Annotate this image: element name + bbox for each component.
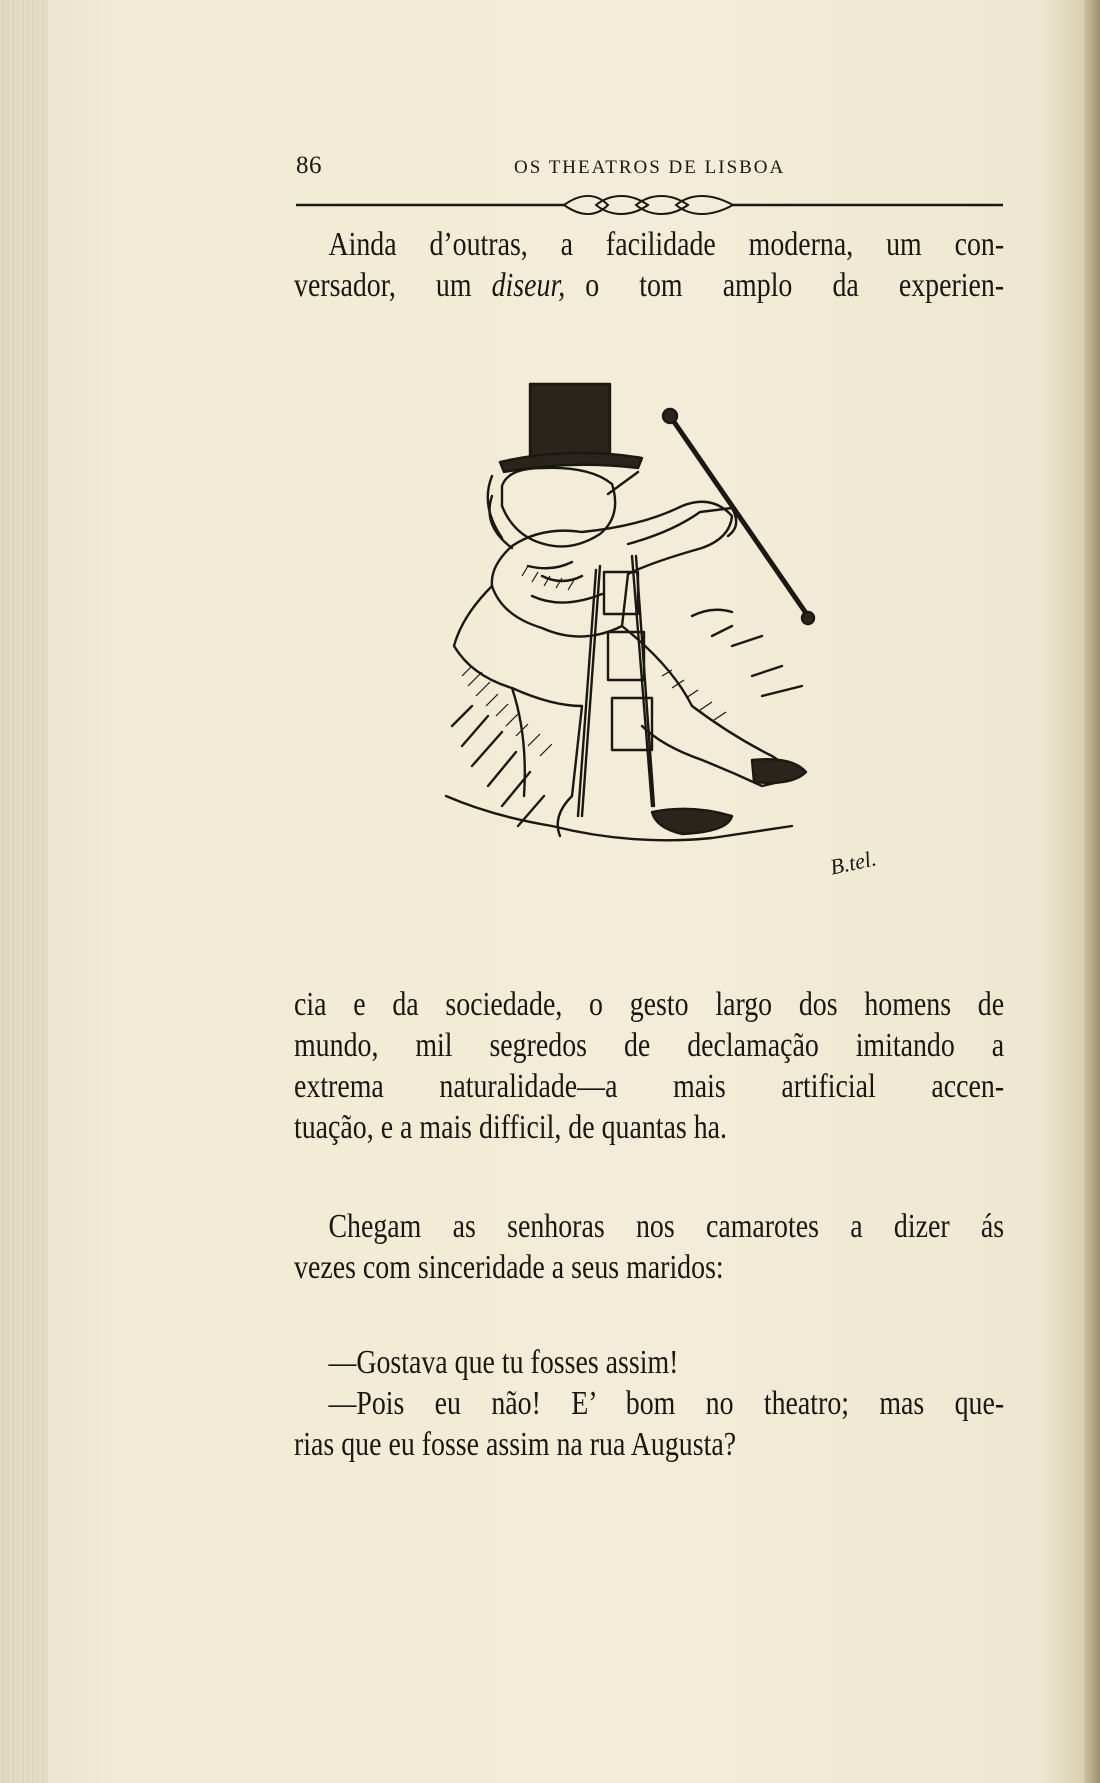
text-line xyxy=(294,265,1004,306)
paragraph-middle xyxy=(294,984,1005,1148)
paragraph-top xyxy=(294,224,1005,306)
running-title: OS THEATROS DE LISBOA xyxy=(514,157,786,178)
illustrator-signature: B.tel. xyxy=(827,845,879,880)
text-run: o tom amplo da experien- xyxy=(565,267,1005,304)
text-line: Chegam as senhoras nos camarotes a dizer ás xyxy=(328,1208,1005,1245)
text-line: cia e da sociedade, o gesto largo dos homens de xyxy=(294,986,1005,1023)
page-header xyxy=(296,148,1003,184)
dialogue-line: rias que eu fosse assim na rua Augusta? xyxy=(294,1426,737,1463)
dialogue xyxy=(294,1342,1005,1465)
page-number: 86 xyxy=(296,152,322,179)
ornamental-rule xyxy=(296,193,1003,217)
seated-man-top-hat-icon xyxy=(432,376,902,906)
dialogue-line: —Gostava que tu fosses assim! xyxy=(328,1344,679,1381)
text-line: Ainda d’outras, a facilidade moderna, um con- xyxy=(328,226,1005,263)
page-stack-edge xyxy=(0,0,48,1783)
text-line: mundo, mil segredos de declamação imitando a xyxy=(294,1027,1005,1064)
dialogue-line: —Pois eu não! E’ bom no theatro; mas que- xyxy=(328,1385,1005,1422)
italic-word: diseur, xyxy=(491,267,566,304)
paragraph-women xyxy=(294,1206,1005,1288)
text-line: tuação, e a mais difficil, de quantas ha. xyxy=(294,1109,728,1146)
text-run: versador, um xyxy=(294,267,492,304)
text-line: extrema naturalidade—a mais artificial accen- xyxy=(294,1068,1005,1105)
text-line: vezes com sinceridade a seus maridos: xyxy=(294,1249,724,1286)
binding-edge xyxy=(1084,0,1100,1783)
